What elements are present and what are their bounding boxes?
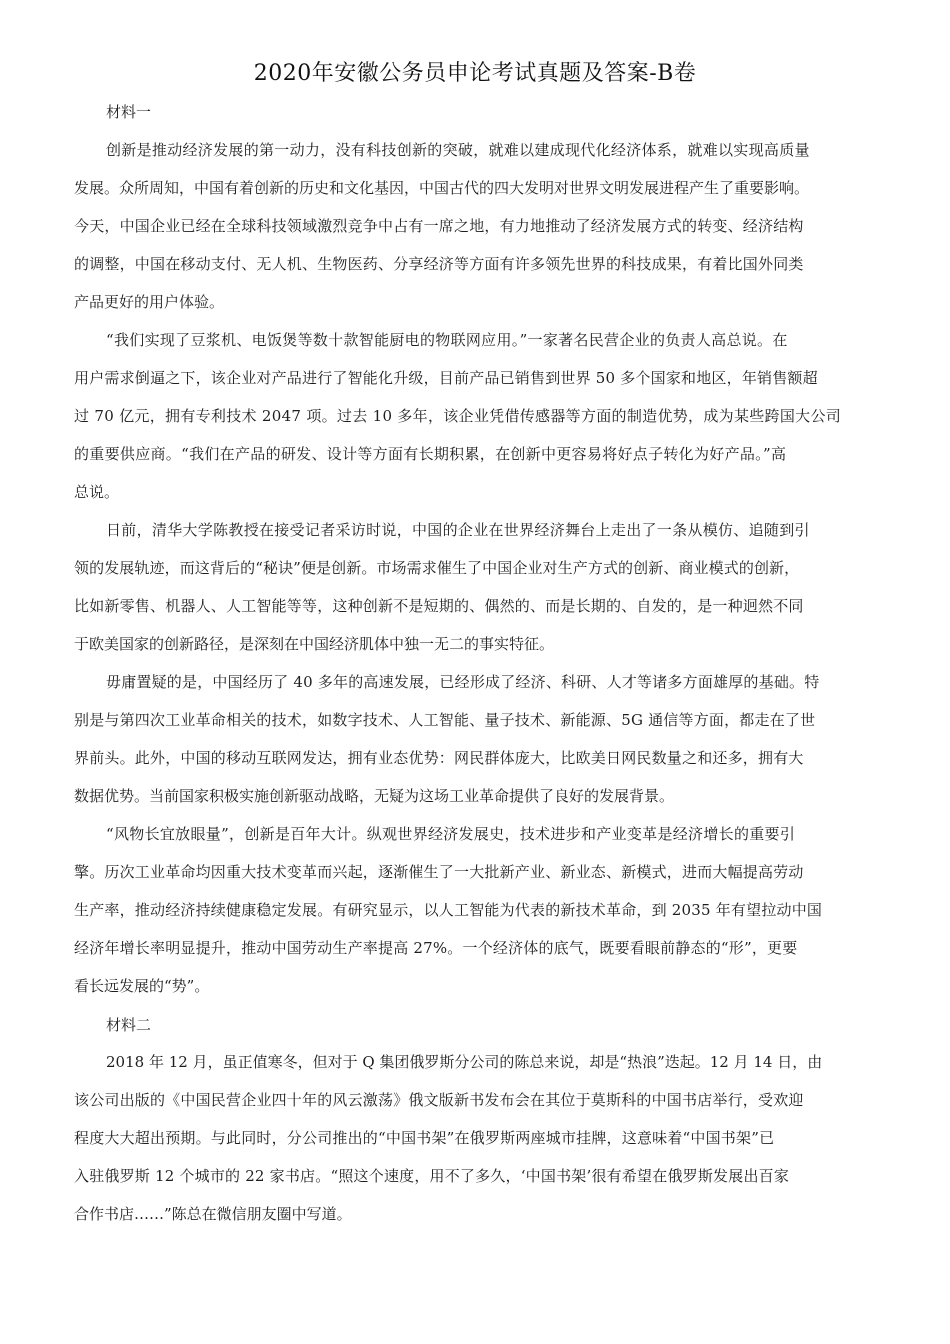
text-line: 今天，中国企业已经在全球科技领域激烈竞争中占有一席之地，有力地推动了经济发展方式的转变、经济结构 <box>74 217 804 235</box>
section-label-material-1: 材料一 <box>106 103 152 121</box>
text-line: 总说。 <box>74 483 120 501</box>
text-line: 经济年增长率明显提升，推动中国劳动生产率提高 27%。一个经济体的底气，既要看眼前静态的“形”，更要 <box>74 939 798 957</box>
text-line: 别是与第四次工业革命相关的技术，如数字技术、人工智能、量子技术、新能源、5G 通信等方面，都走在了世 <box>74 711 816 729</box>
text-line: 用户需求倒逼之下，该企业对产品进行了智能化升级，目前产品已销售到世界 50 多个国家和地区，年销售额超 <box>74 369 818 387</box>
document-title: 2020年安徽公务员申论考试真题及答案-B卷 <box>253 61 697 86</box>
text-line: 创新是推动经济发展的第一动力，没有科技创新的突破，就难以建成现代化经济体系，就难以实现高质量 <box>106 141 810 159</box>
text-line: 比如新零售、机器人、人工智能等等，这种创新不是短期的、偶然的、而是长期的、自发的，是一种迥然不同 <box>74 597 804 615</box>
text-line: 日前，清华大学陈教授在接受记者采访时说，中国的企业在世界经济舞台上走出了一条从模仿、追随到引 <box>106 521 810 539</box>
text-line: 2018 年 12 月，虽正值寒冬，但对于 Q 集团俄罗斯分公司的陈总来说，却是“热浪”迭起。12 月 14 日，由 <box>106 1053 823 1071</box>
text-line: 发展。众所周知，中国有着创新的历史和文化基因，中国古代的四大发明对世界文明发展进程产生了重要影响。 <box>74 179 810 197</box>
section-label-material-2: 材料二 <box>106 1016 152 1034</box>
text-line: “我们实现了豆浆机、电饭煲等数十款智能厨电的物联网应用。”一家著名民营企业的负责人高总说。在 <box>106 331 788 349</box>
text-line: 数据优势。当前国家积极实施创新驱动战略，无疑为这场工业革命提供了良好的发展背景。 <box>74 787 675 805</box>
text-line: 生产率，推动经济持续健康稳定发展。有研究显示，以人工智能为代表的新技术革命，到 2035 年有望拉动中国 <box>74 901 823 919</box>
text-line: 领的发展轨迹，而这背后的“秘诀”便是创新。市场需求催生了中国企业对生产方式的创新、商业模式的创新， <box>74 559 800 577</box>
text-line: 毋庸置疑的是，中国经历了 40 多年的高速发展，已经形成了经济、科研、人才等诸多方面雄厚的基础。特 <box>106 673 820 691</box>
text-line: 合作书店……”陈总在微信朋友圈中写道。 <box>74 1205 352 1223</box>
text-line: “风物长宜放眼量”，创新是百年大计。纵观世界经济发展史，技术进步和产业变革是经济增长的重要引 <box>106 825 796 843</box>
text-line: 程度大大超出预期。与此同时，分公司推出的“中国书架”在俄罗斯两座城市挂牌，这意味着“中国书架”已 <box>74 1129 775 1147</box>
text-line: 产品更好的用户体验。 <box>74 293 225 311</box>
text-line: 的调整，中国在移动支付、无人机、生物医药、分享经济等方面有许多领先世界的科技成果，有着比国外同类 <box>74 255 804 273</box>
text-line: 看长远发展的“势”。 <box>74 977 210 995</box>
text-line: 于欧美国家的创新路径，是深刻在中国经济肌体中独一无二的事实特征。 <box>74 635 555 653</box>
text-line: 界前头。此外，中国的移动互联网发达，拥有业态优势：网民群体庞大，比欧美日网民数量之和还多，拥有大 <box>74 749 804 767</box>
text-line: 该公司出版的《中国民营企业四十年的风云激荡》俄文版新书发布会在其位于莫斯科的中国书店举行，受欢迎 <box>74 1091 804 1109</box>
text-line: 的重要供应商。“我们在产品的研发、设计等方面有长期积累，在创新中更容易将好点子转化为好产品。”高 <box>74 445 787 463</box>
text-line: 过 70 亿元，拥有专利技术 2047 项。过去 10 多年，该企业凭借传感器等方面的制造优势，成为某些跨国大公司 <box>74 407 842 425</box>
text-line: 擎。历次工业革命均因重大技术变革而兴起，逐渐催生了一大批新产业、新业态、新模式，进而大幅提高劳动 <box>74 863 804 881</box>
text-line: 入驻俄罗斯 12 个城市的 22 家书店。“照这个速度，用不了多久，‘中国书架’很有希望在俄罗斯发展出百家 <box>74 1167 790 1185</box>
